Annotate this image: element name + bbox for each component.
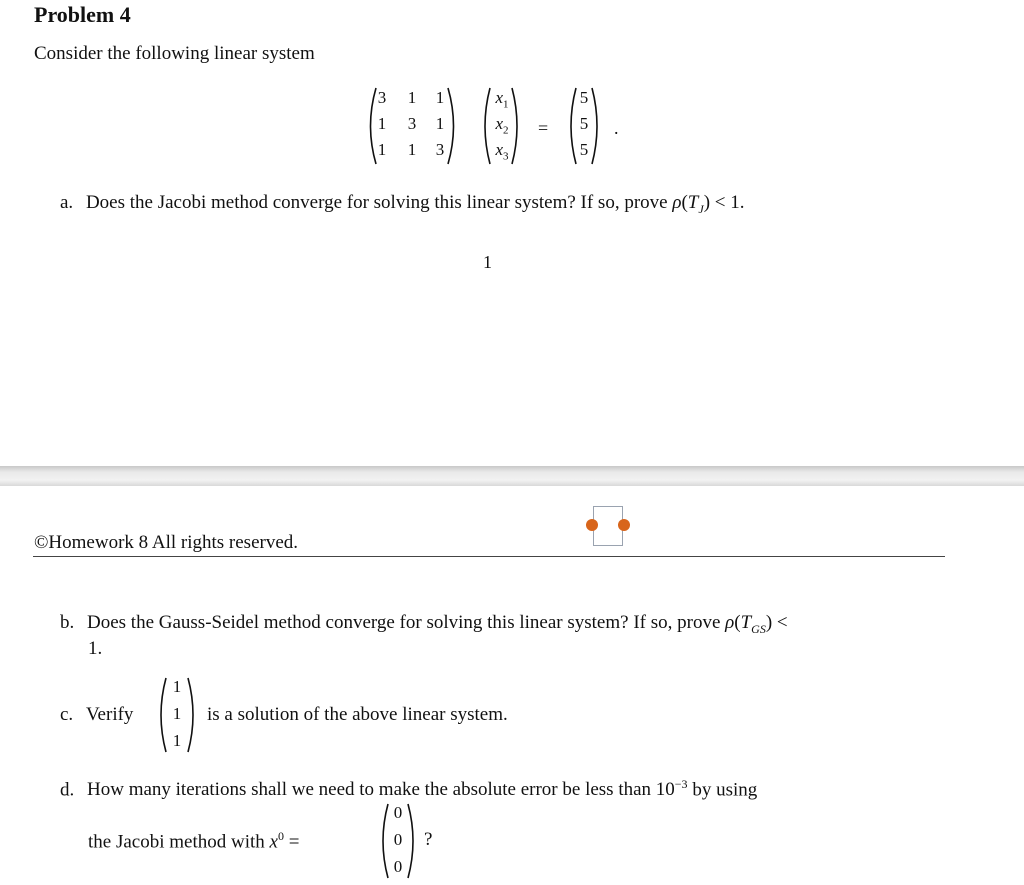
part-d-label: d.: [60, 779, 75, 801]
vector-cell: 0: [393, 803, 403, 822]
matrix-cell: 1: [377, 140, 387, 159]
rhs-cell: 5: [579, 114, 589, 133]
page-break: [0, 466, 1024, 486]
equals-sign: =: [538, 118, 549, 138]
part-b-text: Does the Gauss-Seidel method converge for solving this linear system? If so, prove: [87, 612, 726, 633]
variable-x3: $x_3$: [495, 140, 509, 163]
variable-vector: [480, 86, 522, 166]
part-b-label: b.: [60, 612, 75, 633]
rhs-cell: 5: [579, 88, 589, 107]
part-c-before: Verify: [85, 704, 134, 725]
system-period: .: [614, 118, 619, 138]
vector-cell: 0: [393, 830, 403, 849]
matrix-cell: 1: [435, 88, 445, 107]
image-drag-handle[interactable]: [586, 506, 630, 548]
rhs-cell: 5: [579, 140, 589, 159]
matrix-cell: 3: [377, 88, 387, 107]
problem-intro: Consider the following linear system: [34, 43, 315, 64]
coefficient-matrix: [364, 86, 460, 166]
right-paren: [186, 676, 198, 754]
part-d-exponent: −3: [674, 777, 688, 791]
part-d-line2: the Jacobi method with $x^0$ =: [88, 829, 300, 853]
initial-guess-vector: [378, 802, 418, 880]
vector-cell: 1: [172, 704, 182, 723]
matrix-cell: 1: [377, 114, 387, 133]
solution-vector: [156, 676, 198, 754]
variable-x1: $x_1$: [495, 88, 509, 111]
part-c-label-group: [60, 704, 133, 726]
question-mark: ?: [424, 829, 433, 850]
part-b-continuation: 1.: [88, 638, 103, 659]
part-d-text: How many iterations shall we need to make the absolute error be less than 10: [87, 779, 675, 801]
vector-cell: 0: [393, 857, 403, 876]
vector-cell: 1: [172, 731, 182, 750]
part-a-label: a.: [60, 192, 74, 213]
rho-symbol: ρ: [672, 192, 682, 213]
part-c-label: c.: [60, 704, 74, 725]
part-c-after: is a solution of the above linear system.: [207, 704, 508, 725]
rhs-vector: [566, 86, 602, 166]
matrix-cell: 3: [435, 140, 445, 159]
part-d: d. How many iterations shall we need to make the absolute error be less than $10^{-3}$ by using: [60, 777, 758, 801]
part-a: a. Does the Jacobi method converge for solving this linear system? If so, prove $\rho(T_J) < 1$.: [60, 192, 745, 216]
variable-x2: $x_2$: [495, 114, 509, 137]
matrix-cell: 1: [435, 114, 445, 133]
left-handle-icon[interactable]: [586, 519, 598, 531]
copyright-footer: ©Homework 8 All rights reserved.: [34, 532, 299, 553]
footer-rule: [33, 556, 945, 557]
problem-title: Problem 4: [34, 2, 131, 27]
right-handle-icon[interactable]: [618, 519, 630, 531]
part-a-text: Does the Jacobi method converge for solving this linear system? If so, prove: [85, 192, 673, 213]
matrix-cell: 1: [407, 140, 417, 159]
matrix-cell: 3: [407, 114, 417, 133]
vector-cell: 1: [172, 677, 182, 696]
page-number: 1: [483, 252, 492, 272]
part-b: b. Does the Gauss-Seidel method converge for solving this linear system? If so, prove $\rho(T_{GS})$ <: [60, 612, 788, 636]
matrix-cell: 1: [407, 88, 417, 107]
jacobi-matrix-symbol: T: [687, 192, 699, 213]
